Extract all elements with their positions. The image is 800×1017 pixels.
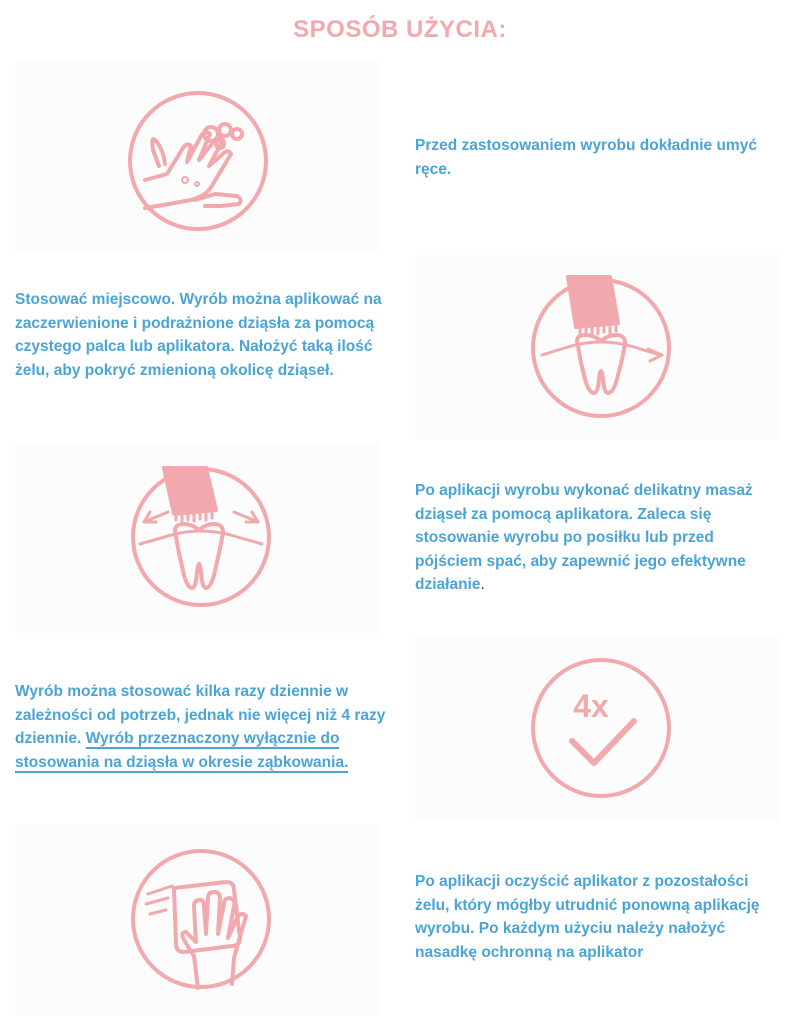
tooth-applicator-icon [528, 275, 674, 421]
step-3-text [415, 479, 785, 597]
step-3-text-suffix: . [480, 576, 485, 593]
hand-washing-icon [125, 88, 271, 234]
step-3-text-main: Po aplikacji wyrobu wykonać delikatny masaż dziąseł za pomocą aplikatora. Zaleca się stosowanie wyrobu po posiłku lub przed pójściem spać, aby zapewnić jego efektywne działanie [415, 482, 753, 593]
gum-massage-icon [128, 464, 274, 610]
step-4-text [15, 680, 390, 774]
step-4-highlight-text: Wyrób przeznaczony wyłącznie do stosowania na dziąsła w okresie ząbkowania. [15, 730, 349, 771]
step-2-text: Stosować miejscowo. Wyrób można aplikować na zaczerwienione i podrażnione dziąsła za pomocą czystego palca lub aplikatora. Nałożyć taką ilość żelu, aby pokryć zmienioną okolicę dziąseł. [15, 291, 382, 379]
four-times-check-icon [528, 655, 674, 801]
hand-wiping-icon [128, 846, 274, 992]
step-4-text-main: Wyrób można stosować kilka razy dziennie w zależności od potrzeb, jednak nie więcej niż 4 razy dziennie. [15, 683, 386, 747]
four-times-label: 4x [573, 688, 609, 724]
page-title: SPOSÓB UŻYCIA: [293, 16, 507, 43]
step-5-text: Po aplikacji oczyścić aplikator z pozostałości żelu, który mógłby utrudnić ponowną aplikację wyrobu. Po każdym użyciu należy nałożyć nasadkę ochronną na aplikator [415, 873, 760, 961]
step-1-text: Przed zastosowaniem wyrobu dokładnie umyć ręce. [415, 137, 757, 178]
